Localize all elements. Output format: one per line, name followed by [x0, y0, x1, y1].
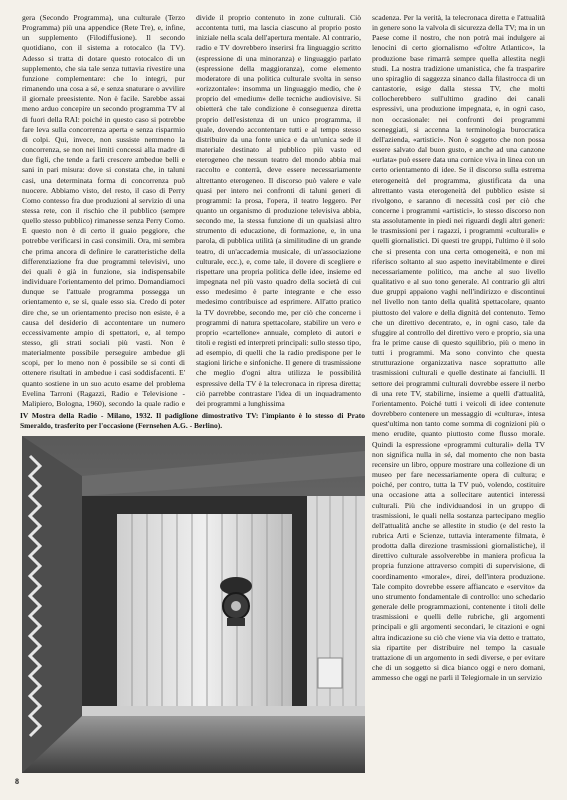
text-column-middle	[196, 13, 361, 409]
photo-caption: IV Mostra della Radio - Milano, 1932. Il padiglione dimostrativo TV: l'impianto è lo stesso di Prato Smeraldo, trasferito per l'occasione (Fernsehen A.G. - Berlino).	[20, 411, 365, 430]
exhibition-photo	[22, 436, 365, 773]
page-number: 8	[15, 777, 19, 786]
text-column-left	[22, 13, 185, 409]
column-middle-text: divide il proprio contenuto in zone culturali. Ciò accontenta tutti, ma lascia ciascuno al proprio posto iniziale nella scala dell'apertura mentale. Al contrario, radio e TV dovrebbero inserirsi fra linguaggio scritto (espressione di una minoranza) e linguaggio parlato (espressione della maggioranza), come elemento moderatore di una politica culturale svolta in senso «orizzontale»: insomma un linguaggio medio, che è proprio del «medium» delle tecniche audiovisive. Si obietterà che tale condizione è conseguenza diretta proprio dell'esistenza di un unico programma, il quale, dovendo accontentare tutti e al tempo stesso distribuire da una fonte unica e da un'unica sede il materiale destinato al pubblico più vasto ed eterogeneo che nessun teatro del mondo abbia mai raccolto e conterrà, deve essere necessariamente altrettanto eterogeneo. Il discorso può valere e vale quasi per intero nei confronti di taluni generi di programmi: la prosa, l'opera, il teatro leggero. Per quanto un organismo di produzione televisiva abbia, secondo me, la stessa funzione di un qualsiasi altro strumento di educazione, di formazione, e, in una parola, di pubblica utilità (a similitudine di un grande teatro, di un'accademia musicale, di un'associazione culturale, ecc.), e, come tale, il dovere di scegliere e rispettare una propria politica delle idee, insieme ed impegnata nel più vasto quadro della società di cui esso medesimo è parte integrante e che esso medesimo contribuisce ad esprimere. All'atto pratico la TV dovrebbe, secondo me, per ciò che concerne i programmi di natura spettacolare, stabilire un vero e proprio «cartellone» annuale, completo di autori e titoli e registi ed interpreti principali: sullo stesso tipo, ad esempio, di quelli che la radio predispone per le stagioni liriche e sinfoniche. Il genere di trasmissione che meglio d'ogni altra utilizza le possibilità espressive della TV è la telecronaca in ripresa diretta; ciò parrebbe contrastare l'idea di un inquadramento dei programmi a lunghissima	[196, 13, 361, 408]
column-right-text: scadenza. Per la verità, la telecronaca diretta e l'attualità in genere sono la valvola di sicurezza della TV; ma in un Paese come il nostro, che non potrà mai indulgere ai lenocini di certo giornalismo «d'oltre Atlantico», la produzione base rimarrà sempre quella allestita negli studi. La nostra tradizione umanistica, che fa trasparire uno spiraglio di saggezza sinanco dalla filastrocca di un cantastorie, esige dalla stessa TV, che molti collocherebbero sull'ultimo gradino dei canali espressivi, una produzione impegnata, e, in ogni caso, non occasionale: nei confronti dei programmi sceneggiati, si accenna la terminologia burocratica dell'azienda, «artistici». Non è soggetto che non possa essere salvato dal buon gusto, e anche ad una canzone «urlata» può essere data una cornice viva in linea con un certo orientamento di idee. Se il discorso sulla estrema eterogeneità del programma, giustificata da una altrettanto vasta eterogeneità del pubblico esiste si rivolgono, e saranno di necessità così per ciò che concerne i programmi «artistici», lo stesso discorso non sta assolutamente in piedi nei riguardi degli altri generi: le trasmissioni per i ragazzi, i programmi «culturali» e quelli giornalistici. Di questi tre gruppi, l'ultimo è il solo che si presenta con una certa omogeneità, e non mi riferisco soltanto al suo aspetto inevitabilmente e direi necessariamente politico, ma anche al suo livello qualitativo e al suo tono generale. Al contrario gli altri due gruppi appaiono vaghi nell'indirizzo e discontinui nel livello non tanto della qualità spettacolare, quanto piuttosto del valore e della dignità del contenuto. Temo che un direttivo decentrato, e, in ogni caso, tale da sfuggire al controllo del direttivo vero e proprio, sia una fra le prime cause di questo squilibrio, più o meno in tutti i programmi. Ma sono convinto che questa strutturazione organizzativa nasce soprattutto alle trasmissioni culturali e quelle destinate ai fanciulli. Il settore dei programmi culturali dovrebbe essere il nerbo di una rete TV, stabilirne, insieme a quelli d'attualità, l'orientamento. Poiché tutti i veicoli di idee contenute dovrebbero contenere un messaggio di «cultura», intesa quest'ultima non tanto come somma di cognizioni più o meno erudite, quanto piuttosto come flusso morale. Quindi la espressione «programmi culturali» della TV non significa nulla in sé, dal momento che non basta recensire un libro, oppure mostrare una collezione di un museo per fare necessariamente opera di cultura; e poiché, per contro, tutta la TV può, volendo, costituire una occasione atta a sollecitare autentici interessi culturali. Più che individuandosi in un gruppo di trasmissioni, le quali nella sostanza partecipano meglio dell'attualità anche se allestite in studio (e del resto la rubrica Arti e Scienze, tuttavia interamente filmata, è prodotta dalla direzione trasmissioni giornalistiche), il direttivo culturale assolverebbe in maniera proficua la propria funzione attraverso compiti di supervisione, di coordinamento «morale», direi, dell'intera produzione. Tale compito dovrebbe essere affiancato e «servito» da uno strumento fondamentale di controllo: uno schedario generale delle programmazioni, contenente i titoli delle trasmissioni e quelli delle rubriche, gli argomenti principali e gli argomenti secondari, le citazioni e ogni altra indicazione su ciò che viene via via detto e trattato, sia ripartite per distribuire nel tempo la casuale trattazione di un argomento in sedi diverse, e per evitare che di un soggetto si dica bianco oggi e nero domani, ammesso che oggi ne parli il Telegiornale in un servizio	[372, 13, 545, 683]
column-left-text: gera (Secondo Programma), una culturale (Terzo Programma) più una appendice (Rete Tre), e, infine, un supplemento (Filodiffusione). Il secondo quotidiano, con il sistema a rotocalco (la TV). Adesso si tratta di dotare questo rotocalco di un supplemento, che sia tale senza tuttavia rivestire una funzione complementare: che lo integri, pur rimanendo una cosa a sé, e senza snaturare o avvilire il giornale preesistente. Non è facile. Sarebbe assai meno arduo concepire un secondo programma TV al di fuori della RAI: poiché in questo caso si potrebbe fare leva sulla concorrenza aperta e senza risparmio di colpi. Qui, invece, non sussiste nemmeno la concorrenza, se non nei limiti concessi alla madre di due figli, che tende a farli crescere ambedue belli e sani in pari misura: dove si constata che, in taluni casi, una determinata forma di concorrenza può nuocere. Abbiamo visto, del resto, il caso di Perry Como contesso fra due produzioni al servizio di una stessa rete, con il rischio che il pubblico (sempre quello stesso pubblico) rimanesse senza Perry Como. E questo non è di certo il guaio peggiore, che potrebbe verificarsi in casi consimili. Ora, mi sembra che prima ancora di definire le caratteristiche della differenziazione fra due programmi televisivi, uno dei quali è già in funzione, sia indispensabile individuare l'orientamento del primo. Domandiamoci dunque se l'attuale programma possegga un orientamento e, se sì, quale esso sia. Credo di poter dire che, se un orientamento preciso non esiste, è a causa del desiderio di accontentare un numero eccessivamente ampio di spettatori, e, al tempo stesso, gli strati sociali più vasti. Non è materialmente possibile perseguire ambedue gli scopi, per lo meno non è possibile se si conti di ottenere risultati in ambedue i casi soddisfacenti. E' quanto sostiene in un suo acuto esame del problema Evelina Tarroni (Ragazzi, Radio e Televisione - Malipiero, Bologna, 1960), secondo la quale radio e	[22, 13, 185, 408]
text-column-right	[372, 13, 545, 797]
pavilion-illustration	[22, 436, 365, 773]
